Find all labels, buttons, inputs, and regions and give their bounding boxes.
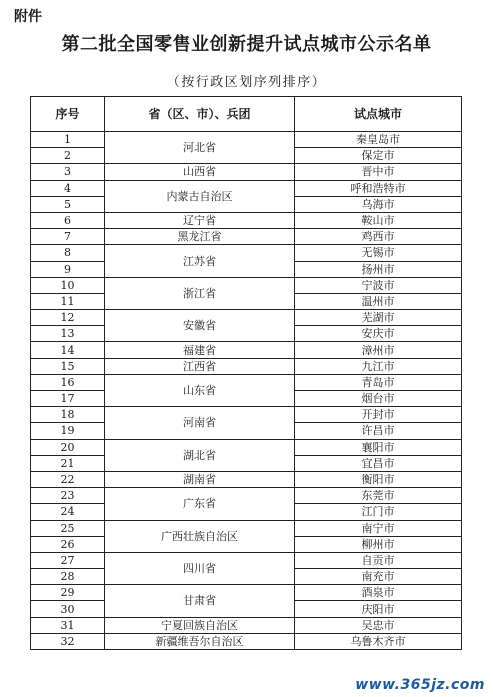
- row-number: 31: [31, 617, 105, 633]
- province-cell: 广东省: [105, 488, 295, 520]
- table-header-row: [31, 97, 462, 132]
- city-cell: 晋中市: [295, 164, 462, 180]
- province-cell: 广西壮族自治区: [105, 520, 295, 552]
- city-cell: 烟台市: [295, 391, 462, 407]
- city-cell: 酒泉市: [295, 585, 462, 601]
- province-cell: 甘肃省: [105, 585, 295, 617]
- table-row: [31, 552, 462, 568]
- province-cell: 江苏省: [105, 245, 295, 277]
- city-cell: 乌鲁木齐市: [295, 633, 462, 649]
- table-row: [31, 310, 462, 326]
- table-row: [31, 633, 462, 649]
- province-cell: 浙江省: [105, 277, 295, 309]
- city-cell: 安庆市: [295, 326, 462, 342]
- page-subtitle: （按行政区划序列排序）: [166, 75, 327, 90]
- table-row: [31, 439, 462, 455]
- column-header-city: 试点城市: [295, 97, 462, 132]
- table-row: [31, 212, 462, 228]
- city-cell: 九江市: [295, 358, 462, 374]
- city-cell: 吴忠市: [295, 617, 462, 633]
- table-row: [31, 488, 462, 504]
- city-cell: 衡阳市: [295, 471, 462, 487]
- row-number: 10: [31, 277, 105, 293]
- row-number: 11: [31, 293, 105, 309]
- table-row: [31, 358, 462, 374]
- province-cell: 安徽省: [105, 310, 295, 342]
- table-body: [31, 132, 462, 650]
- attachment-label: 附件: [14, 9, 42, 25]
- pilot-city-table: [30, 96, 462, 650]
- row-number: 6: [31, 212, 105, 228]
- city-cell: 保定市: [295, 148, 462, 164]
- city-cell: 东莞市: [295, 488, 462, 504]
- row-number: 5: [31, 196, 105, 212]
- row-number: 4: [31, 180, 105, 196]
- city-cell: 秦皇岛市: [295, 132, 462, 148]
- city-cell: 南宁市: [295, 520, 462, 536]
- table-row: [31, 229, 462, 245]
- row-number: 14: [31, 342, 105, 358]
- city-cell: 开封市: [295, 407, 462, 423]
- table-row: [31, 471, 462, 487]
- table-row: [31, 520, 462, 536]
- table-row: [31, 617, 462, 633]
- table-row: [31, 407, 462, 423]
- row-number: 2: [31, 148, 105, 164]
- row-number: 19: [31, 423, 105, 439]
- city-cell: 呼和浩特市: [295, 180, 462, 196]
- row-number: 30: [31, 601, 105, 617]
- row-number: 28: [31, 569, 105, 585]
- city-cell: 芜湖市: [295, 310, 462, 326]
- table-row: [31, 374, 462, 390]
- row-number: 22: [31, 471, 105, 487]
- province-cell: 河北省: [105, 132, 295, 164]
- row-number: 27: [31, 552, 105, 568]
- city-cell: 鞍山市: [295, 212, 462, 228]
- province-cell: 宁夏回族自治区: [105, 617, 295, 633]
- row-number: 15: [31, 358, 105, 374]
- row-number: 17: [31, 391, 105, 407]
- province-cell: 辽宁省: [105, 212, 295, 228]
- row-number: 12: [31, 310, 105, 326]
- row-number: 3: [31, 164, 105, 180]
- table-row: [31, 164, 462, 180]
- row-number: 18: [31, 407, 105, 423]
- row-number: 16: [31, 374, 105, 390]
- city-cell: 庆阳市: [295, 601, 462, 617]
- city-cell: 自贡市: [295, 552, 462, 568]
- province-cell: 山东省: [105, 374, 295, 406]
- city-cell: 无锡市: [295, 245, 462, 261]
- row-number: 26: [31, 536, 105, 552]
- row-number: 23: [31, 488, 105, 504]
- row-number: 32: [31, 633, 105, 649]
- row-number: 7: [31, 229, 105, 245]
- row-number: 24: [31, 504, 105, 520]
- row-number: 25: [31, 520, 105, 536]
- city-cell: 江门市: [295, 504, 462, 520]
- province-cell: 福建省: [105, 342, 295, 358]
- table-row: [31, 180, 462, 196]
- city-cell: 南充市: [295, 569, 462, 585]
- page-title: 第二批全国零售业创新提升试点城市公示名单: [61, 34, 432, 55]
- city-cell: 许昌市: [295, 423, 462, 439]
- city-cell: 温州市: [295, 293, 462, 309]
- row-number: 29: [31, 585, 105, 601]
- province-cell: 内蒙古自治区: [105, 180, 295, 212]
- city-cell: 襄阳市: [295, 439, 462, 455]
- row-number: 9: [31, 261, 105, 277]
- city-cell: 宜昌市: [295, 455, 462, 471]
- province-cell: 新疆维吾尔自治区: [105, 633, 295, 649]
- city-cell: 扬州市: [295, 261, 462, 277]
- city-cell: 乌海市: [295, 196, 462, 212]
- province-cell: 山西省: [105, 164, 295, 180]
- table-row: [31, 277, 462, 293]
- row-number: 8: [31, 245, 105, 261]
- row-number: 13: [31, 326, 105, 342]
- province-cell: 黑龙江省: [105, 229, 295, 245]
- column-header-province: 省（区、市）、兵团: [105, 97, 295, 132]
- table-row: [31, 342, 462, 358]
- city-cell: 青岛市: [295, 374, 462, 390]
- row-number: 21: [31, 455, 105, 471]
- table-row: [31, 245, 462, 261]
- city-cell: 漳州市: [295, 342, 462, 358]
- city-cell: 鸡西市: [295, 229, 462, 245]
- table-row: [31, 585, 462, 601]
- province-cell: 湖南省: [105, 471, 295, 487]
- province-cell: 河南省: [105, 407, 295, 439]
- city-cell: 宁波市: [295, 277, 462, 293]
- row-number: 1: [31, 132, 105, 148]
- city-cell: 柳州市: [295, 536, 462, 552]
- site-watermark: www.365jz.com: [355, 677, 485, 693]
- row-number: 20: [31, 439, 105, 455]
- province-cell: 四川省: [105, 552, 295, 584]
- table-row: [31, 132, 462, 148]
- province-cell: 湖北省: [105, 439, 295, 471]
- column-header-number: 序号: [31, 97, 105, 132]
- province-cell: 江西省: [105, 358, 295, 374]
